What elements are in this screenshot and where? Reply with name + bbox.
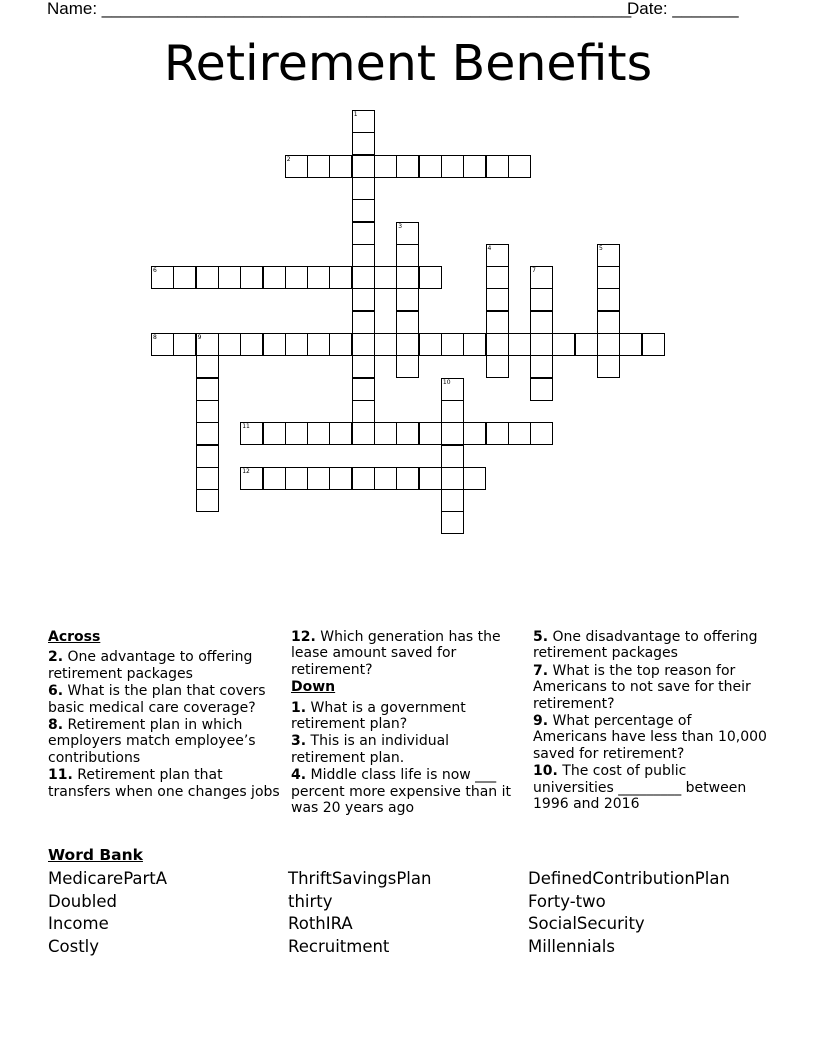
grid-cell[interactable] bbox=[329, 467, 352, 490]
word-bank-item: SocialSecurity bbox=[528, 914, 645, 933]
word-bank-item: RothIRA bbox=[288, 914, 353, 933]
grid-cell[interactable] bbox=[285, 333, 308, 356]
grid-cell[interactable] bbox=[508, 422, 531, 445]
grid-cell[interactable] bbox=[352, 222, 375, 245]
clue-number: 3 bbox=[398, 222, 403, 230]
clues-column-1 bbox=[48, 629, 284, 801]
grid-cell[interactable] bbox=[396, 266, 419, 289]
clue-across-11: 11. Retirement plan that transfers when one changes jobs bbox=[48, 767, 280, 800]
grid-cell[interactable] bbox=[285, 467, 308, 490]
word-bank-item: Costly bbox=[48, 936, 100, 956]
grid-cell[interactable] bbox=[374, 422, 397, 445]
clue-number: 6 bbox=[153, 267, 157, 275]
grid-cell[interactable] bbox=[463, 155, 486, 178]
grid-cell[interactable] bbox=[218, 266, 241, 289]
grid-cell[interactable] bbox=[419, 333, 442, 356]
grid-cell[interactable] bbox=[396, 333, 419, 356]
grid-cell[interactable] bbox=[352, 422, 375, 445]
grid-cell[interactable] bbox=[352, 467, 375, 490]
grid-cell[interactable] bbox=[374, 155, 397, 178]
grid-cell[interactable] bbox=[352, 132, 375, 155]
puzzle-title: Retirement Benefits bbox=[163, 35, 653, 92]
grid-cell[interactable] bbox=[329, 266, 352, 289]
clue-number: 4 bbox=[487, 244, 492, 252]
grid-cell[interactable] bbox=[307, 422, 330, 445]
grid-cell[interactable] bbox=[486, 311, 509, 334]
clue-across-2: 2. One advantage to offering retirement packages bbox=[48, 649, 253, 682]
date-field[interactable]: Date: _______ bbox=[627, 0, 739, 18]
word-bank-item: Recruitment bbox=[288, 936, 390, 956]
grid-cell[interactable] bbox=[530, 266, 553, 289]
clue-down-4: 4. Middle class life is now ___ percent more expensive than it was 20 years ago bbox=[291, 767, 511, 817]
grid-cell[interactable] bbox=[508, 155, 531, 178]
grid-cell[interactable] bbox=[374, 467, 397, 490]
grid-cell[interactable] bbox=[530, 355, 553, 378]
grid-cell[interactable] bbox=[486, 333, 509, 356]
grid-cell[interactable] bbox=[642, 333, 665, 356]
across-heading: Across bbox=[48, 629, 101, 645]
clue-number: 9 bbox=[197, 334, 202, 341]
grid-cell[interactable] bbox=[597, 333, 620, 356]
grid-cell[interactable] bbox=[196, 400, 219, 423]
grid-cell[interactable] bbox=[396, 355, 419, 378]
word-bank-item: Millennials bbox=[528, 936, 615, 956]
grid-cell[interactable] bbox=[419, 422, 442, 445]
grid-cell[interactable] bbox=[396, 288, 419, 311]
grid-cell[interactable] bbox=[307, 467, 330, 490]
grid-cell[interactable] bbox=[352, 244, 375, 267]
grid-cell[interactable] bbox=[508, 333, 531, 356]
grid-cell[interactable] bbox=[285, 422, 308, 445]
grid-cell[interactable] bbox=[486, 155, 509, 178]
grid-cell[interactable] bbox=[441, 511, 464, 534]
grid-cell[interactable] bbox=[218, 333, 241, 356]
grid-cell[interactable] bbox=[530, 288, 553, 311]
grid-cell[interactable] bbox=[419, 155, 442, 178]
grid-cell[interactable] bbox=[352, 155, 375, 178]
grid-cell[interactable] bbox=[396, 244, 419, 267]
grid-cell[interactable] bbox=[463, 333, 486, 356]
grid-cell[interactable] bbox=[151, 333, 174, 356]
clue-number: 11 bbox=[242, 423, 250, 431]
grid-cell[interactable] bbox=[196, 489, 219, 512]
clue-number: 10 bbox=[442, 378, 451, 386]
grid-cell[interactable] bbox=[597, 311, 620, 334]
grid-cell[interactable] bbox=[419, 266, 442, 289]
grid-cell[interactable] bbox=[352, 355, 375, 378]
grid-cell[interactable] bbox=[173, 333, 196, 356]
grid-cell[interactable] bbox=[486, 244, 509, 267]
name-field[interactable]: Name: ________________________________________________________ bbox=[47, 0, 632, 18]
grid-cell[interactable] bbox=[352, 378, 375, 401]
grid-cell[interactable] bbox=[575, 333, 598, 356]
grid-cell[interactable] bbox=[396, 222, 419, 245]
clues-column-3 bbox=[533, 629, 769, 813]
grid-cell[interactable] bbox=[196, 467, 219, 490]
grid-cell[interactable] bbox=[307, 266, 330, 289]
grid-cell[interactable] bbox=[352, 400, 375, 423]
grid-cell[interactable] bbox=[463, 422, 486, 445]
clue-number: 2 bbox=[286, 155, 291, 163]
grid-cell[interactable] bbox=[396, 422, 419, 445]
grid-cell[interactable] bbox=[352, 311, 375, 334]
grid-cell[interactable] bbox=[196, 266, 219, 289]
grid-cell[interactable] bbox=[396, 311, 419, 334]
grid-cell[interactable] bbox=[463, 467, 486, 490]
word-bank-item: MedicarePartA bbox=[48, 869, 168, 888]
grid-cell[interactable] bbox=[173, 266, 196, 289]
grid-cell[interactable] bbox=[196, 445, 219, 468]
grid-cell[interactable] bbox=[441, 155, 464, 178]
grid-cell[interactable] bbox=[196, 422, 219, 445]
grid-cell[interactable] bbox=[441, 400, 464, 423]
word-bank-item: ThriftSavingsPlan bbox=[288, 869, 432, 888]
grid-cell[interactable] bbox=[374, 333, 397, 356]
grid-cell[interactable] bbox=[441, 489, 464, 512]
grid-cell[interactable] bbox=[597, 244, 620, 267]
grid-cell[interactable] bbox=[441, 378, 464, 401]
grid-cell[interactable] bbox=[441, 445, 464, 468]
word-bank-item: DefinedContributionPlan bbox=[528, 869, 730, 888]
grid-cell[interactable] bbox=[285, 266, 308, 289]
grid-cell[interactable] bbox=[530, 422, 553, 445]
grid-cell[interactable] bbox=[441, 467, 464, 490]
clue-down-3: 3. This is an individual retirement plan. bbox=[291, 733, 450, 766]
grid-cell[interactable] bbox=[329, 422, 352, 445]
grid-cell[interactable] bbox=[486, 422, 509, 445]
grid-cell[interactable] bbox=[486, 266, 509, 289]
grid-cell[interactable] bbox=[263, 333, 286, 356]
grid-cell[interactable] bbox=[329, 155, 352, 178]
grid-cell[interactable] bbox=[530, 333, 553, 356]
grid-cell[interactable] bbox=[619, 333, 642, 356]
grid-cell[interactable] bbox=[441, 422, 464, 445]
grid-cell[interactable] bbox=[374, 266, 397, 289]
clue-across-8: 8. Retirement plan in which employers match employee’s contributions bbox=[48, 717, 256, 766]
grid-cell[interactable] bbox=[597, 266, 620, 289]
grid-cell[interactable] bbox=[352, 177, 375, 200]
grid-cell[interactable] bbox=[396, 467, 419, 490]
grid-cell[interactable] bbox=[352, 288, 375, 311]
clue-number: 5 bbox=[599, 244, 603, 252]
grid-cell[interactable] bbox=[597, 288, 620, 311]
clue-across-12: 12. Which generation has the lease amount saved for retirement? bbox=[291, 629, 501, 678]
grid-cell[interactable] bbox=[285, 155, 308, 178]
clue-number: 7 bbox=[532, 267, 536, 275]
word-bank-item: Income bbox=[48, 914, 109, 933]
grid-cell[interactable] bbox=[530, 311, 553, 334]
grid-cell[interactable] bbox=[486, 355, 509, 378]
clue-down-10: 10. The cost of public universities _________ between 1996 and 2016 bbox=[533, 763, 747, 813]
word-bank-heading: Word Bank bbox=[48, 846, 143, 864]
grid-cell[interactable] bbox=[196, 378, 219, 401]
clue-down-9: 9. What percentage of Americans have less than 10,000 saved for retirement? bbox=[533, 713, 767, 762]
grid-cell[interactable] bbox=[530, 378, 553, 401]
clue-down-1: 1. What is a government retirement plan? bbox=[291, 699, 466, 733]
clue-down-7: 7. What is the top reason for Americans to not save for their retirement? bbox=[533, 662, 751, 712]
word-bank-item: Forty-two bbox=[528, 891, 606, 911]
grid-cell[interactable] bbox=[552, 333, 575, 356]
grid-cell[interactable] bbox=[352, 199, 375, 222]
grid-cell[interactable] bbox=[151, 266, 174, 289]
grid-cell[interactable] bbox=[597, 355, 620, 378]
grid-cell[interactable] bbox=[441, 333, 464, 356]
clues-column-2 bbox=[291, 629, 527, 817]
clue-down-5: 5. One disadvantage to offering retirement packages bbox=[533, 629, 758, 662]
word-bank-item: Doubled bbox=[48, 891, 117, 911]
grid-cell[interactable] bbox=[352, 333, 375, 356]
grid-cell[interactable] bbox=[352, 266, 375, 289]
clue-number: 8 bbox=[153, 334, 157, 341]
down-heading: Down bbox=[291, 679, 336, 696]
grid-cell[interactable] bbox=[196, 355, 219, 378]
grid-cell[interactable] bbox=[240, 467, 263, 490]
grid-cell[interactable] bbox=[486, 288, 509, 311]
clue-number: 12 bbox=[242, 467, 250, 475]
grid-cell[interactable] bbox=[263, 467, 286, 490]
clue-number: 1 bbox=[353, 111, 358, 118]
grid-cell[interactable] bbox=[419, 467, 442, 490]
grid-cell[interactable] bbox=[329, 333, 352, 356]
clue-across-6: 6. What is the plan that covers basic medical care coverage? bbox=[48, 683, 266, 716]
grid-cell[interactable] bbox=[307, 333, 330, 356]
grid-cell[interactable] bbox=[263, 422, 286, 445]
grid-cell[interactable] bbox=[307, 155, 330, 178]
grid-cell[interactable] bbox=[196, 333, 219, 356]
word-bank-item: thirty bbox=[288, 891, 333, 911]
grid-cell[interactable] bbox=[240, 333, 263, 356]
grid-cell[interactable] bbox=[263, 266, 286, 289]
grid-cell[interactable] bbox=[352, 110, 375, 133]
grid-cell[interactable] bbox=[240, 422, 263, 445]
grid-cell[interactable] bbox=[396, 155, 419, 178]
grid-cell[interactable] bbox=[240, 266, 263, 289]
